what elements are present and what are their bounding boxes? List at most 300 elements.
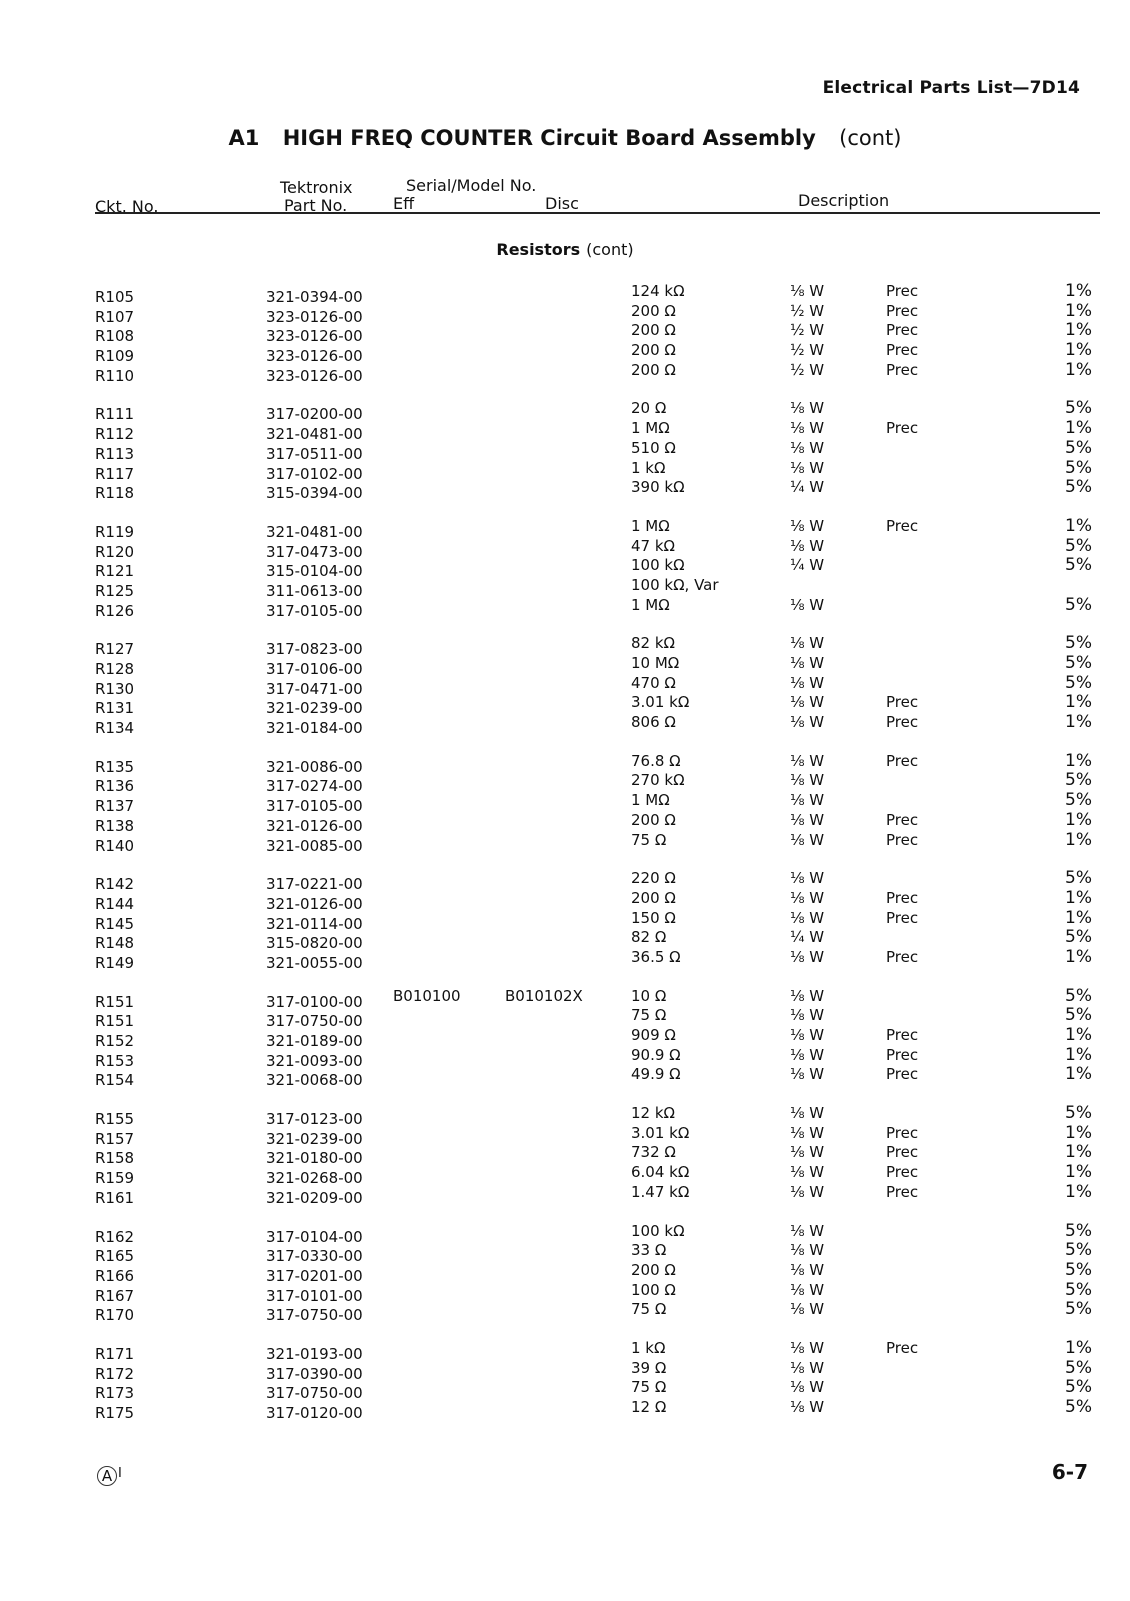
part-no: 317-0221-00 xyxy=(266,875,363,894)
part-no: 317-0823-00 xyxy=(266,640,363,659)
resistance-value: 100 kΩ, Var xyxy=(631,575,719,594)
wattage: ⅛ W xyxy=(790,713,825,732)
table-row xyxy=(0,594,1130,620)
ckt-no: R131 xyxy=(95,699,135,718)
precision-type: Prec xyxy=(886,751,919,770)
part-no: 317-0123-00 xyxy=(266,1110,363,1129)
ckt-no: R112 xyxy=(95,425,135,444)
table-row xyxy=(0,712,1130,738)
ckt-no: R155 xyxy=(95,1110,135,1129)
resistance-value: 470 Ω xyxy=(631,673,676,692)
part-no: 321-0114-00 xyxy=(266,914,363,933)
resistance-value: 33 Ω xyxy=(631,1241,667,1260)
wattage: ⅛ W xyxy=(790,693,825,712)
table-row xyxy=(0,1377,1130,1403)
ckt-no: R130 xyxy=(95,679,135,698)
resistance-value: 909 Ω xyxy=(631,1026,676,1044)
resistance-value: 10 MΩ xyxy=(631,654,680,672)
resistance-value: 75 Ω xyxy=(631,830,667,849)
table-row xyxy=(0,1181,1130,1207)
wattage: ⅛ W xyxy=(790,1398,825,1416)
precision-type: Prec xyxy=(886,341,919,360)
wattage: ⅛ W xyxy=(790,830,825,849)
part-no: 317-0274-00 xyxy=(266,777,363,796)
table-row xyxy=(0,1025,1130,1050)
resistance-value: 90.9 Ω xyxy=(631,1045,681,1064)
wattage: ⅛ W xyxy=(790,438,825,457)
row-group xyxy=(0,398,1130,503)
col-header-description: Description xyxy=(798,191,890,210)
resistance-value: 200 Ω xyxy=(631,341,676,360)
ckt-no: R125 xyxy=(95,581,135,600)
wattage: ⅛ W xyxy=(790,595,825,614)
ckt-no: R117 xyxy=(95,464,135,483)
ckt-no: R113 xyxy=(95,444,135,463)
resistance-value: 220 Ω xyxy=(631,869,676,888)
part-no: 321-0184-00 xyxy=(266,719,363,738)
tolerance: 1% xyxy=(1065,1044,1092,1065)
table-row xyxy=(0,555,1130,581)
part-no: 321-0086-00 xyxy=(266,757,363,776)
ckt-no: R151 xyxy=(95,1012,135,1031)
resistance-value: 6.04 kΩ xyxy=(631,1163,690,1182)
table-row xyxy=(0,809,1130,835)
table-row xyxy=(0,653,1130,678)
wattage: ½ W xyxy=(790,321,825,340)
precision-type: Prec xyxy=(886,713,919,732)
ckt-no: R107 xyxy=(95,307,135,326)
wattage: ½ W xyxy=(790,341,825,360)
resistance-value: 76.8 Ω xyxy=(631,751,681,770)
tolerance: 5% xyxy=(1065,555,1092,576)
table-row xyxy=(0,1162,1130,1188)
ckt-no: R142 xyxy=(95,875,135,894)
ckt-no: R171 xyxy=(95,1344,135,1363)
resistance-value: 1.47 kΩ xyxy=(631,1182,690,1201)
precision-type: Prec xyxy=(886,282,919,300)
ckt-no: R128 xyxy=(95,660,135,678)
part-no: 317-0511-00 xyxy=(266,444,363,463)
wattage: ⅛ W xyxy=(790,986,825,1005)
table-row xyxy=(0,1240,1130,1266)
col-header-ckt: Ckt. No. xyxy=(95,197,159,216)
ckt-no: R158 xyxy=(95,1149,135,1168)
ckt-no: R121 xyxy=(95,562,135,581)
wattage: ⅛ W xyxy=(790,908,825,927)
tolerance: 1% xyxy=(1065,1337,1092,1358)
wattage: ⅛ W xyxy=(790,888,825,907)
precision-type: Prec xyxy=(886,419,919,438)
table-row xyxy=(0,907,1130,933)
ckt-no: R170 xyxy=(95,1306,135,1325)
resistance-value: 75 Ω xyxy=(631,1006,667,1025)
row-group xyxy=(0,633,1130,738)
assembly-name: HIGH FREQ COUNTER Circuit Board Assembly xyxy=(282,126,816,150)
section-heading xyxy=(0,240,1130,259)
wattage: ⅛ W xyxy=(790,516,825,535)
resistance-value: 100 kΩ xyxy=(631,556,685,575)
resistance-value: 200 Ω xyxy=(631,810,676,829)
resistance-value: 75 Ω xyxy=(631,1378,667,1397)
part-no: 323-0126-00 xyxy=(266,366,363,385)
ckt-no: R137 xyxy=(95,797,135,816)
part-no: 321-0239-00 xyxy=(266,1129,363,1148)
part-no: 315-0820-00 xyxy=(266,934,363,953)
resistance-value: 1 kΩ xyxy=(631,458,666,477)
wattage: ½ W xyxy=(790,360,825,379)
wattage: ⅛ W xyxy=(790,1006,825,1025)
wattage: ⅛ W xyxy=(790,536,825,555)
ckt-no: R110 xyxy=(95,366,135,385)
wattage: ⅛ W xyxy=(790,869,825,888)
table-row xyxy=(0,437,1130,463)
resistance-value: 270 kΩ xyxy=(631,771,685,790)
wattage: ⅛ W xyxy=(790,810,825,829)
table-row xyxy=(0,1103,1130,1129)
precision-type: Prec xyxy=(886,1143,919,1162)
resistance-value: 49.9 Ω xyxy=(631,1065,681,1084)
tolerance: 1% xyxy=(1065,359,1092,380)
tolerance: 1% xyxy=(1065,1122,1092,1143)
part-no: 321-0239-00 xyxy=(266,699,363,718)
resistance-value: 10 Ω xyxy=(631,986,667,1005)
ckt-no: R175 xyxy=(95,1404,135,1422)
wattage: ⅛ W xyxy=(790,1163,825,1182)
resistance-value: 12 kΩ xyxy=(631,1104,676,1123)
tolerance: 1% xyxy=(1065,946,1092,967)
ckt-no: R165 xyxy=(95,1247,135,1266)
resistance-value: 390 kΩ xyxy=(631,478,685,497)
row-group xyxy=(0,1220,1130,1325)
ckt-no: R167 xyxy=(95,1286,135,1305)
table-row xyxy=(0,300,1130,326)
tolerance: 1% xyxy=(1065,1162,1092,1183)
resistance-value: 47 kΩ xyxy=(631,536,676,555)
table-row xyxy=(0,515,1130,541)
part-no: 317-0473-00 xyxy=(266,542,363,561)
tolerance: 5% xyxy=(1065,868,1092,889)
wattage: ½ W xyxy=(790,301,825,320)
table-row xyxy=(0,1259,1130,1285)
table-row xyxy=(0,985,1130,1011)
part-no: 317-0750-00 xyxy=(266,1306,363,1325)
precision-type: Prec xyxy=(886,1182,919,1201)
part-no: 311-0613-00 xyxy=(266,581,363,600)
col-header-tek-2: Part No. xyxy=(284,196,348,215)
table-row xyxy=(0,770,1130,796)
resistance-value: 150 Ω xyxy=(631,908,676,927)
tolerance: 5% xyxy=(1065,1357,1092,1378)
row-group xyxy=(0,985,1130,1090)
ckt-no: R157 xyxy=(95,1129,135,1148)
col-header-eff: Eff xyxy=(393,194,415,213)
table-row xyxy=(0,1005,1130,1031)
ckt-no: R140 xyxy=(95,836,135,855)
ckt-no: R126 xyxy=(95,601,135,620)
running-head: Electrical Parts List—7D14 xyxy=(822,78,1080,98)
part-no: 317-0106-00 xyxy=(266,660,363,678)
ckt-no: R145 xyxy=(95,914,135,933)
resistance-value: 200 Ω xyxy=(631,360,676,379)
table-row xyxy=(0,575,1130,600)
tolerance: 1% xyxy=(1065,1181,1092,1202)
tolerance: 5% xyxy=(1065,437,1092,458)
table-row xyxy=(0,887,1130,913)
tolerance: 5% xyxy=(1065,1240,1092,1261)
tolerance: 5% xyxy=(1065,1397,1092,1417)
resistance-value: 100 Ω xyxy=(631,1280,676,1299)
title-cont: (cont) xyxy=(839,126,902,150)
tolerance: 1% xyxy=(1065,1142,1092,1163)
wattage: ⅛ W xyxy=(790,1338,825,1357)
ckt-no: R148 xyxy=(95,934,135,953)
table-row xyxy=(0,790,1130,816)
tolerance: 1% xyxy=(1065,829,1092,850)
wattage: ¼ W xyxy=(790,478,825,497)
header-rule xyxy=(95,212,1100,214)
resistance-value: 806 Ω xyxy=(631,713,676,732)
part-no: 317-0390-00 xyxy=(266,1364,363,1383)
precision-type: Prec xyxy=(886,1338,919,1357)
tolerance: 1% xyxy=(1065,809,1092,830)
wattage: ⅛ W xyxy=(790,1026,825,1044)
part-no: 321-0189-00 xyxy=(266,1032,363,1050)
part-no: 321-0085-00 xyxy=(266,836,363,855)
ckt-no: R172 xyxy=(95,1364,135,1383)
part-no: 317-0750-00 xyxy=(266,1384,363,1403)
resistance-value: 3.01 kΩ xyxy=(631,1123,690,1142)
publisher-mark-sub: I xyxy=(118,1466,122,1481)
table-row xyxy=(0,1299,1130,1325)
tolerance: 5% xyxy=(1065,927,1092,948)
resistance-value: 20 Ω xyxy=(631,399,667,418)
table-row xyxy=(0,1044,1130,1070)
tolerance: 1% xyxy=(1065,750,1092,771)
resistance-value: 1 MΩ xyxy=(631,419,670,438)
part-no: 317-0102-00 xyxy=(266,464,363,483)
wattage: ⅛ W xyxy=(790,947,825,966)
tolerance: 1% xyxy=(1065,515,1092,536)
ckt-no: R153 xyxy=(95,1051,135,1070)
wattage: ⅛ W xyxy=(790,1045,825,1064)
wattage: ⅛ W xyxy=(790,1358,825,1377)
part-no: 323-0126-00 xyxy=(266,307,363,326)
table-row xyxy=(0,1142,1130,1168)
resistance-value: 82 Ω xyxy=(631,928,667,947)
tolerance: 1% xyxy=(1065,1025,1092,1045)
table-row xyxy=(0,750,1130,776)
part-no: 321-0055-00 xyxy=(266,953,363,972)
tolerance: 1% xyxy=(1065,418,1092,439)
table-row xyxy=(0,1064,1130,1090)
table-row xyxy=(0,672,1130,698)
ckt-no: R135 xyxy=(95,757,135,776)
precision-type: Prec xyxy=(886,301,919,320)
row-group xyxy=(0,1337,1130,1422)
part-no: 321-0209-00 xyxy=(266,1188,363,1207)
tolerance: 5% xyxy=(1065,457,1092,478)
part-no: 321-0180-00 xyxy=(266,1149,363,1168)
wattage: ⅛ W xyxy=(790,751,825,770)
section-name: Resistors xyxy=(496,240,581,259)
resistance-value: 510 Ω xyxy=(631,438,676,457)
publisher-mark-icon: A xyxy=(97,1466,117,1486)
part-no: 321-0126-00 xyxy=(266,894,363,913)
tolerance: 1% xyxy=(1065,1064,1092,1085)
table-row xyxy=(0,340,1130,366)
table-row xyxy=(0,535,1130,561)
wattage: ¼ W xyxy=(790,928,825,947)
ckt-no: R127 xyxy=(95,640,135,659)
tolerance: 5% xyxy=(1065,1103,1092,1124)
tolerance: 5% xyxy=(1065,1377,1092,1398)
table-row xyxy=(0,1397,1130,1422)
resistance-value: 82 kΩ xyxy=(631,634,676,653)
ckt-no: R118 xyxy=(95,484,135,503)
tolerance: 1% xyxy=(1065,340,1092,361)
precision-type: Prec xyxy=(886,321,919,340)
wattage: ⅛ W xyxy=(790,1143,825,1162)
wattage: ⅛ W xyxy=(790,1280,825,1299)
ckt-no: R119 xyxy=(95,522,135,541)
ckt-no: R151 xyxy=(95,992,135,1011)
resistance-value: 200 Ω xyxy=(631,1260,676,1279)
tolerance: 1% xyxy=(1065,281,1092,301)
part-no: 317-0330-00 xyxy=(266,1247,363,1266)
precision-type: Prec xyxy=(886,947,919,966)
wattage: ⅛ W xyxy=(790,634,825,653)
precision-type: Prec xyxy=(886,1123,919,1142)
wattage: ⅛ W xyxy=(790,654,825,672)
wattage: ⅛ W xyxy=(790,282,825,300)
ckt-no: R159 xyxy=(95,1169,135,1188)
table-row xyxy=(0,927,1130,953)
ckt-no: R162 xyxy=(95,1227,135,1246)
tolerance: 5% xyxy=(1065,790,1092,811)
precision-type: Prec xyxy=(886,830,919,849)
row-group xyxy=(0,750,1130,855)
precision-type: Prec xyxy=(886,360,919,379)
page-title xyxy=(0,126,1130,150)
resistance-value: 1 MΩ xyxy=(631,791,670,810)
tolerance: 5% xyxy=(1065,477,1092,498)
part-no: 323-0126-00 xyxy=(266,327,363,346)
table-row xyxy=(0,359,1130,385)
resistance-value: 200 Ω xyxy=(631,888,676,907)
part-no: 315-0394-00 xyxy=(266,484,363,503)
wattage: ⅛ W xyxy=(790,458,825,477)
precision-type: Prec xyxy=(886,1163,919,1182)
resistance-value: 732 Ω xyxy=(631,1143,676,1162)
wattage: ⅛ W xyxy=(790,1378,825,1397)
part-no: 321-0093-00 xyxy=(266,1051,363,1070)
wattage: ⅛ W xyxy=(790,1260,825,1279)
ckt-no: R136 xyxy=(95,777,135,796)
resistance-value: 3.01 kΩ xyxy=(631,693,690,712)
wattage: ⅛ W xyxy=(790,1300,825,1319)
tolerance: 5% xyxy=(1065,1299,1092,1320)
table-row xyxy=(0,320,1130,346)
resistance-value: 1 MΩ xyxy=(631,516,670,535)
part-no: 323-0126-00 xyxy=(266,347,363,366)
wattage: ⅛ W xyxy=(790,419,825,438)
part-no: 317-0105-00 xyxy=(266,601,363,620)
table-row xyxy=(0,1220,1130,1246)
tolerance: 5% xyxy=(1065,1279,1092,1300)
wattage: ⅛ W xyxy=(790,1241,825,1260)
wattage: ⅛ W xyxy=(790,1182,825,1201)
tolerance: 5% xyxy=(1065,985,1092,1006)
wattage: ¼ W xyxy=(790,556,825,575)
part-no: 317-0750-00 xyxy=(266,1012,363,1031)
wattage: ⅛ W xyxy=(790,1065,825,1084)
serial-eff: B010100 xyxy=(393,986,461,1005)
ckt-no: R166 xyxy=(95,1266,135,1285)
wattage: ⅛ W xyxy=(790,1123,825,1142)
table-row xyxy=(0,418,1130,444)
table-row xyxy=(0,1357,1130,1383)
part-no: 321-0268-00 xyxy=(266,1169,363,1188)
ckt-no: R149 xyxy=(95,953,135,972)
table-row xyxy=(0,1337,1130,1363)
wattage: ⅛ W xyxy=(790,1221,825,1240)
serial-disc: B010102X xyxy=(505,986,583,1005)
table-row xyxy=(0,692,1130,718)
table-row xyxy=(0,457,1130,483)
ckt-no: R152 xyxy=(95,1032,135,1050)
table-row xyxy=(0,1279,1130,1305)
col-header-tek-1: Tektronix xyxy=(280,178,353,197)
table-row xyxy=(0,868,1130,894)
precision-type: Prec xyxy=(886,693,919,712)
precision-type: Prec xyxy=(886,516,919,535)
ckt-no: R111 xyxy=(95,405,135,424)
wattage: ⅛ W xyxy=(790,771,825,790)
col-header-serial: Serial/Model No. xyxy=(406,176,537,195)
table-row xyxy=(0,946,1130,972)
resistance-value: 1 MΩ xyxy=(631,595,670,614)
table-row xyxy=(0,398,1130,424)
row-group xyxy=(0,281,1130,385)
part-no: 317-0471-00 xyxy=(266,679,363,698)
ckt-no: R154 xyxy=(95,1071,135,1090)
ckt-no: R138 xyxy=(95,816,135,835)
resistance-value: 12 Ω xyxy=(631,1398,667,1416)
tolerance: 1% xyxy=(1065,300,1092,321)
part-no: 321-0481-00 xyxy=(266,425,363,444)
part-no: 321-0193-00 xyxy=(266,1344,363,1363)
part-no: 317-0105-00 xyxy=(266,797,363,816)
part-no: 317-0201-00 xyxy=(266,1266,363,1285)
resistance-value: 39 Ω xyxy=(631,1358,667,1377)
precision-type: Prec xyxy=(886,1065,919,1084)
part-no: 315-0104-00 xyxy=(266,562,363,581)
wattage: ⅛ W xyxy=(790,791,825,810)
parts-table xyxy=(0,282,1130,1437)
ckt-no: R120 xyxy=(95,542,135,561)
tolerance: 5% xyxy=(1065,398,1092,419)
table-row xyxy=(0,829,1130,855)
tolerance: 1% xyxy=(1065,692,1092,713)
ckt-no: R161 xyxy=(95,1188,135,1207)
resistance-value: 1 kΩ xyxy=(631,1338,666,1357)
part-no: 317-0104-00 xyxy=(266,1227,363,1246)
tolerance: 1% xyxy=(1065,320,1092,341)
page-number: 6-7 xyxy=(1051,1460,1088,1484)
row-group xyxy=(0,515,1130,620)
table-row xyxy=(0,633,1130,659)
part-no: 321-0481-00 xyxy=(266,522,363,541)
